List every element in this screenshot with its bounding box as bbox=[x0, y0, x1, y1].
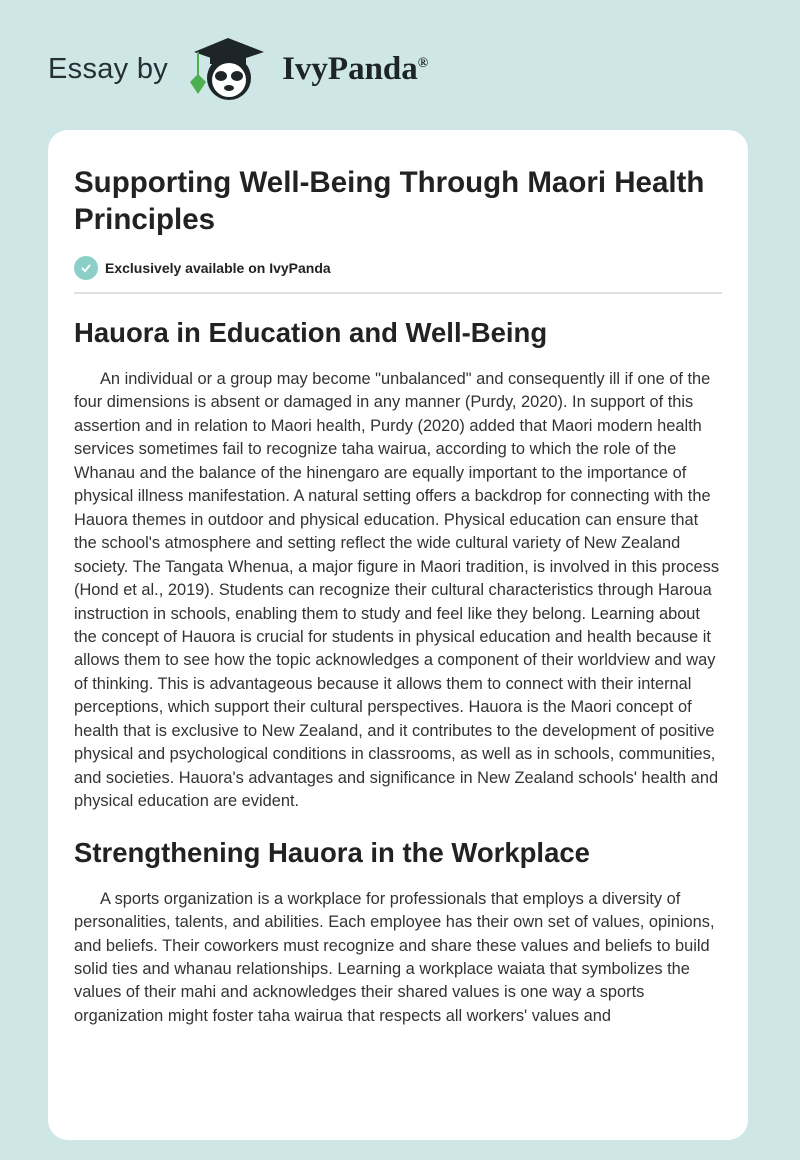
essay-card bbox=[48, 130, 748, 1140]
essay-by-label: Essay by bbox=[48, 52, 169, 85]
section-heading: Hauora in Education and Well-Being bbox=[74, 317, 548, 348]
section-heading: Strengthening Hauora in the Workplace bbox=[74, 836, 590, 868]
page-title: Supporting Well-Being Through Maori Health Principles bbox=[74, 166, 705, 236]
ivypanda-logo-icon[interactable] bbox=[186, 34, 276, 104]
brand-name: IvyPanda® bbox=[282, 50, 429, 87]
section-paragraph: A sports organization is a workplace for professionals that employs a diversity of personalities, talents, and abilities. Each employee has their own set of values, opinions, and beliefs. Their coworkers must recognize and share these values and beliefs to build solid ties and whanau relationships. Learning a workplace waiata that symbolizes the values of their mahi and acknowledges their shared values is one way a sports organization might foster taha wairua that respects all workers' values and bbox=[74, 889, 715, 1025]
section-paragraph: An individual or a group may become "unbalanced" and consequently ill if one of the four dimensions is absent or damaged in any manner (Purdy, 2020). In support of this assertion and in relation to Maori health, Purdy (2020) added that Maori modern health services sometimes fail to recognize taha wairua, according to which the role of the Whanau and the balance of the hinengaro are equally important to the importance of physical illness manifestation. A natural setting offers a backdrop for connecting with the Hauora themes in outdoor and physical education. Physical education can ensure that the school's atmosphere and setting reflect the wide cultural variety of New Zealand society. The Tangata Whenua, a major figure in Maori tradition, is involved in this process (Hond et al., 2019). Students can recognize their cultural characteristics through Haroua instruction in schools, enabling them to study and feel like they belong. Learning about the concept of Hauora is crucial for students in physical education and health because it allows them to see how the topic acknowledges a component of their worldview and way of thinking. This is advantageous because it allows them to connect with their internal perceptions, which support their cultural perspectives. Hauora is the Maori concept of health that is exclusive to New Zealand, and it contributes to the development of positive physical and psychological conditions in classrooms, as well as in schools, communities, and societies. Hauora's advantages and significance in New Zealand schools' health and physical education are evident. bbox=[74, 370, 720, 811]
site-header bbox=[48, 34, 428, 104]
divider bbox=[74, 292, 722, 294]
exclusive-badge bbox=[74, 256, 722, 280]
check-icon bbox=[74, 256, 98, 280]
badge-label: Exclusively available on IvyPanda bbox=[105, 260, 331, 276]
